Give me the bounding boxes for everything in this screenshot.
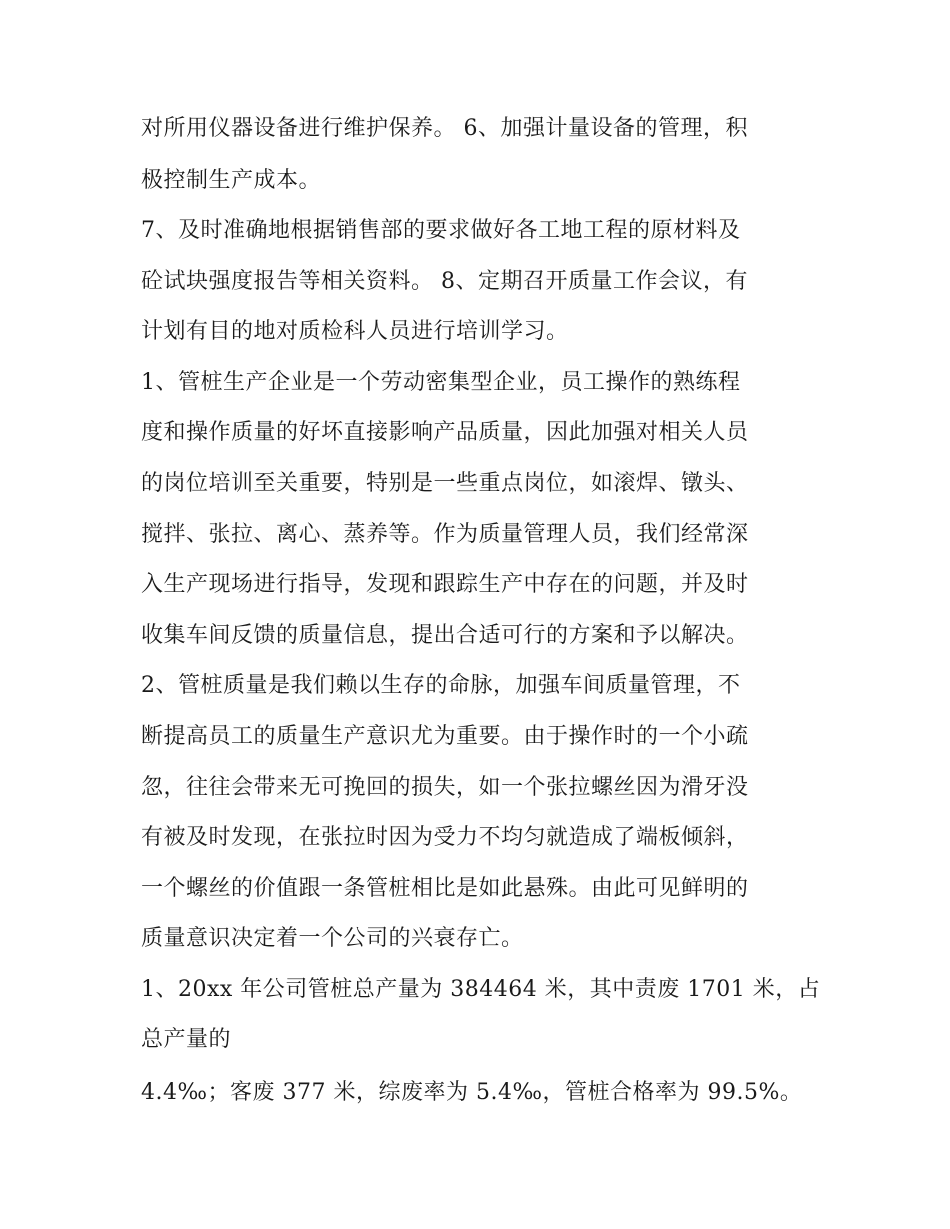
text-line: 搅拌、张拉、离心、蒸养等。作为质量管理人员，我们经常深: [141, 522, 749, 547]
text-line: 收集车间反馈的质量信息，提出合适可行的方案和予以解决。: [141, 623, 749, 648]
text-line: 4.4‰；客废 377 米，综废率为 5.4‰，管桩合格率为 99.5%。: [141, 1080, 803, 1105]
text-line: 1、20xx 年公司管桩总产量为 384464 米，其中责废 1701 米，占: [141, 977, 821, 1002]
text-line: 断提高员工的质量生产意识尤为重要。由于操作时的一个小疏: [141, 724, 749, 749]
text-line: 入生产现场进行指导，发现和跟踪生产中存在的问题，并及时: [141, 572, 749, 597]
text-line: 有被及时发现，在张拉时因为受力不均匀就造成了端板倾斜，: [141, 825, 749, 850]
text-line: 总产量的: [141, 1027, 232, 1052]
text-line: 计划有目的地对质检科人员进行培训学习。: [141, 319, 569, 344]
text-line: 砼试块强度报告等相关资料。 8、定期召开质量工作会议，有: [141, 269, 748, 294]
text-line: 极控制生产成本。: [141, 168, 322, 193]
text-line: 忽，往往会带来无可挽回的损失，如一个张拉螺丝因为滑牙没: [141, 775, 749, 800]
text-line: 质量意识决定着一个公司的兴衰存亡。: [141, 926, 524, 951]
text-line: 2、管桩质量是我们赖以生存的命脉，加强车间质量管理，不: [141, 673, 741, 698]
text-line: 度和操作质量的好坏直接影响产品质量，因此加强对相关人员: [141, 420, 749, 445]
text-line: 1、管桩生产企业是一个劳动密集型企业，员工操作的熟练程: [141, 370, 741, 395]
text-line: 对所用仪器设备进行维护保养。 6、加强计量设备的管理，积: [141, 116, 748, 141]
text-line: 的岗位培训至关重要，特别是一些重点岗位，如滚焊、镦头、: [141, 471, 749, 496]
text-line: 一个螺丝的价值跟一条管桩相比是如此悬殊。由此可见鲜明的: [141, 876, 749, 901]
text-line: 7、及时准确地根据销售部的要求做好各工地工程的原材料及: [141, 218, 741, 243]
